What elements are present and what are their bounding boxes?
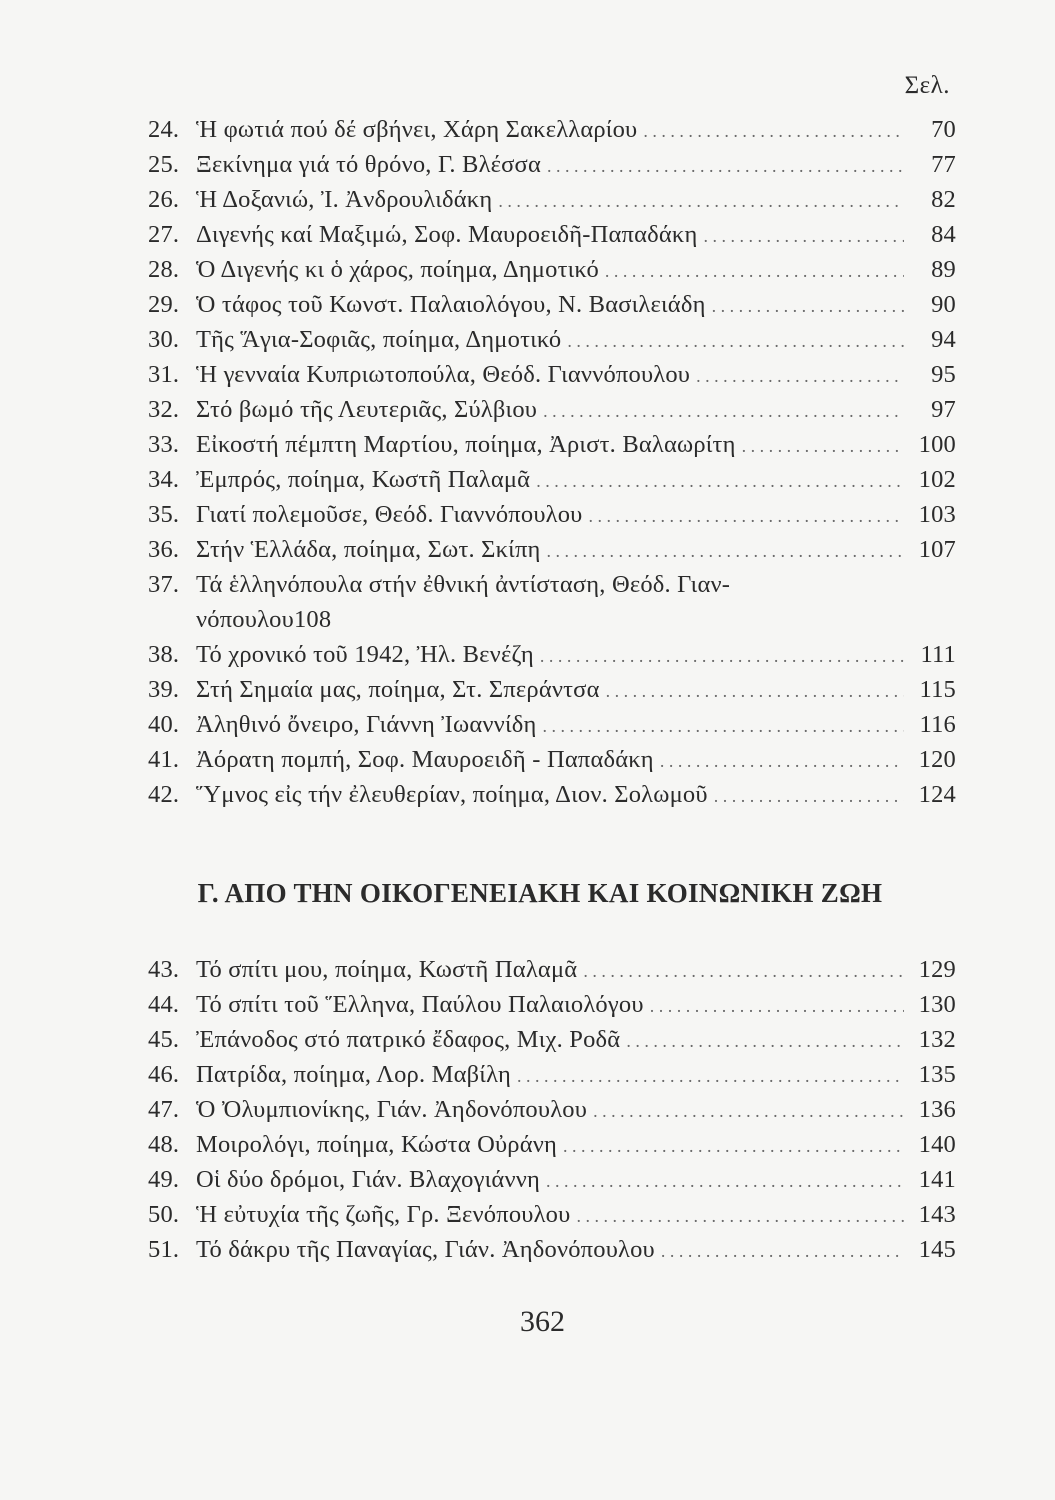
toc-entry-title: Ὕμνος εἰς τήν ἐλευθερίαν, ποίημα, Διον. Σολωμοῦ bbox=[196, 781, 708, 808]
leader-dots bbox=[606, 674, 904, 709]
toc-entry-title: Ἀόρατη πομπή, Σοφ. Μαυροειδῆ - Παπαδάκη bbox=[196, 746, 654, 773]
section-heading: Γ. ΑΠΟ ΤΗΝ ΟΙΚΟΓΕΝΕΙΑΚΗ ΚΑΙ ΚΟΙΝΩΝΙΚΗ ΖΩΗ bbox=[197, 878, 883, 908]
toc-entry-page: 100 bbox=[918, 431, 956, 458]
leader-dots bbox=[540, 639, 904, 674]
toc-list-2 bbox=[148, 637, 956, 812]
toc-entry bbox=[148, 392, 956, 427]
toc-entry-page: 70 bbox=[931, 116, 956, 143]
toc-entry-page: 143 bbox=[918, 1201, 956, 1228]
toc-entry-page: 84 bbox=[931, 221, 956, 248]
toc-entry-number: 40. bbox=[148, 711, 180, 738]
toc-entry-title: Στή Σημαία μας, ποίημα, Στ. Σπεράντσα bbox=[196, 676, 600, 703]
page-column-header: Σελ. bbox=[904, 72, 950, 99]
toc-entry-number: 45. bbox=[148, 1026, 180, 1053]
toc-entry-title: Ὁ τάφος τοῦ Κωνστ. Παλαιολόγου, Ν. Βασιλειάδη bbox=[196, 291, 706, 318]
toc-entry-number: 32. bbox=[148, 396, 180, 423]
toc-entry-title: Τό σπίτι τοῦ Ἕλληνα, Παύλου Παλαιολόγου bbox=[196, 991, 644, 1018]
toc-entry-page: 130 bbox=[918, 991, 956, 1018]
toc-entry bbox=[148, 742, 956, 777]
toc-entry-title: Πατρίδα, ποίημα, Λορ. Μαβίλη bbox=[196, 1061, 511, 1088]
toc-entry-title-line1: Τά ἑλληνόπουλα στήν ἐθνική ἀντίσταση, Θεόδ. Γιαν- bbox=[196, 571, 731, 598]
leader-dots bbox=[589, 499, 904, 534]
leader-dots bbox=[712, 289, 904, 324]
table-of-contents-part-3 bbox=[148, 952, 956, 1267]
toc-entry-page: 107 bbox=[918, 536, 956, 563]
toc-entry-page: 115 bbox=[919, 676, 956, 703]
toc-entry-title: Τό δάκρυ τῆς Παναγίας, Γιάν. Ἀηδονόπουλου bbox=[196, 1236, 655, 1263]
leader-dots bbox=[498, 184, 904, 219]
toc-entry-title: Τό χρονικό τοῦ 1942, Ἠλ. Βενέζη bbox=[196, 641, 534, 668]
toc-entry-number: 24. bbox=[148, 116, 180, 143]
leader-dots bbox=[605, 254, 904, 289]
toc-entry-page: 132 bbox=[918, 1026, 956, 1053]
toc-entry-number: 42. bbox=[148, 781, 180, 808]
toc-entry-number: 36. bbox=[148, 536, 180, 563]
toc-entry-title: Γιατί πολεμοῦσε, Θεόδ. Γιαννόπουλου bbox=[196, 501, 583, 528]
toc-entry-number: 37. bbox=[148, 571, 180, 598]
toc-list-1 bbox=[148, 112, 956, 567]
toc-entry-title: Ἡ φωτιά πού δέ σβήνει, Χάρη Σακελλαρίου bbox=[196, 116, 638, 143]
leader-dots bbox=[547, 149, 904, 184]
leader-dots bbox=[696, 359, 904, 394]
toc-entry-number: 46. bbox=[148, 1061, 180, 1088]
toc-entry bbox=[148, 427, 956, 462]
toc-entry-page: 82 bbox=[931, 186, 956, 213]
toc-entry-page: 140 bbox=[918, 1131, 956, 1158]
leader-dots bbox=[546, 1164, 904, 1199]
toc-entry-title: Ἀληθινό ὄνειρο, Γιάννη Ἰωαννίδη bbox=[196, 711, 537, 738]
toc-entry-page: 103 bbox=[918, 501, 956, 528]
toc-entry bbox=[148, 1092, 956, 1127]
toc-list-3 bbox=[148, 952, 956, 1267]
toc-entry bbox=[148, 1057, 956, 1092]
leader-dots bbox=[626, 1024, 904, 1059]
toc-entry-page: 108 bbox=[293, 606, 332, 633]
toc-entry-title: Ὁ Ὀλυμπιονίκης, Γιάν. Ἀηδονόπουλου bbox=[196, 1096, 588, 1123]
toc-entry-title: Τῆς Ἅγια-Σοφιᾶς, ποίημα, Δημοτικό bbox=[196, 326, 562, 353]
toc-entry bbox=[148, 777, 956, 812]
leader-dots bbox=[547, 534, 904, 569]
toc-entry-title: Ἡ γενναία Κυπριωτοπούλα, Θεόδ. Γιαννόπουλου bbox=[196, 361, 691, 388]
leader-dots bbox=[543, 394, 904, 429]
toc-entry-page: 94 bbox=[931, 326, 956, 353]
toc-entry-number: 26. bbox=[148, 186, 180, 213]
toc-entry bbox=[148, 1232, 956, 1267]
toc-entry-number: 38. bbox=[148, 641, 180, 668]
toc-entry-page: 145 bbox=[918, 1236, 956, 1263]
toc-entry-page: 129 bbox=[918, 956, 956, 983]
toc-entry-number: 48. bbox=[148, 1131, 180, 1158]
toc-entry-number: 44. bbox=[148, 991, 180, 1018]
toc-entry-title: Ἐπάνοδος στό πατρικό ἔδαφος, Μιχ. Ροδᾶ bbox=[196, 1026, 621, 1053]
leader-dots bbox=[643, 114, 904, 149]
toc-entry-37 bbox=[148, 567, 956, 637]
toc-entry-number: 31. bbox=[148, 361, 180, 388]
toc-entry-number: 41. bbox=[148, 746, 180, 773]
toc-entry-title: Διγενής καί Μαξιμώ, Σοφ. Μαυροειδῆ-Παπαδάκη bbox=[196, 221, 698, 248]
toc-entry-title: Μοιρολόγι, ποίημα, Κώστα Οὐράνη bbox=[196, 1131, 558, 1158]
toc-entry-number: 47. bbox=[148, 1096, 180, 1123]
toc-entry-page: 102 bbox=[918, 466, 956, 493]
toc-entry-title: Εἰκοστή πέμπτη Μαρτίου, ποίημα, Ἀριστ. Βαλαωρίτη bbox=[196, 431, 736, 458]
toc-entry bbox=[148, 112, 956, 147]
leader-dots bbox=[660, 744, 904, 779]
toc-entry-page: 141 bbox=[918, 1166, 956, 1193]
leader-dots bbox=[703, 219, 904, 254]
leader-dots bbox=[543, 709, 905, 744]
toc-entry-title: Στήν Ἑλλάδα, ποίημα, Σωτ. Σκίπη bbox=[196, 536, 541, 563]
toc-entry-page: 90 bbox=[931, 291, 956, 318]
toc-entry-page: 89 bbox=[931, 256, 956, 283]
toc-entry-number: 51. bbox=[148, 1236, 180, 1263]
toc-entry-number: 35. bbox=[148, 501, 180, 528]
toc-entry-page: 111 bbox=[920, 641, 956, 668]
toc-entry-title: Ὁ Διγενής κι ὁ χάρος, ποίημα, Δημοτικό bbox=[196, 256, 599, 283]
toc-entry-title: Ἡ Δοξανιώ, Ἰ. Ἀνδρουλιδάκη bbox=[196, 186, 493, 213]
leader-dots bbox=[563, 1129, 904, 1164]
table-of-contents-part-1 bbox=[148, 112, 956, 812]
toc-entry bbox=[148, 1162, 956, 1197]
toc-entry-page: 135 bbox=[918, 1061, 956, 1088]
toc-entry-number: 34. bbox=[148, 466, 180, 493]
toc-entry-title: Στό βωμό τῆς Λευτεριᾶς, Σύλβιου bbox=[196, 396, 538, 423]
toc-entry bbox=[148, 1127, 956, 1162]
toc-entry bbox=[148, 462, 956, 497]
toc-entry bbox=[148, 1197, 956, 1232]
toc-entry-page: 120 bbox=[918, 746, 956, 773]
toc-entry-number: 39. bbox=[148, 676, 180, 703]
toc-entry bbox=[148, 1022, 956, 1057]
page-number: 362 bbox=[520, 1305, 565, 1338]
toc-entry-number: 30. bbox=[148, 326, 180, 353]
leader-dots bbox=[536, 464, 904, 499]
toc-entry-title-line2: νόπουλου bbox=[196, 606, 294, 633]
leader-dots bbox=[593, 1094, 904, 1129]
toc-entry-number: 33. bbox=[148, 431, 180, 458]
toc-entry-title: Ἐμπρός, ποίημα, Κωστῆ Παλαμᾶ bbox=[196, 466, 531, 493]
toc-entry-title: Ἡ εὐτυχία τῆς ζωῆς, Γρ. Ξενόπουλου bbox=[196, 1201, 571, 1228]
toc-entry-page: 124 bbox=[918, 781, 956, 808]
toc-entry bbox=[148, 532, 956, 567]
toc-entry-number: 43. bbox=[148, 956, 180, 983]
leader-dots bbox=[517, 1059, 904, 1094]
toc-entry bbox=[148, 357, 956, 392]
toc-entry-number: 50. bbox=[148, 1201, 180, 1228]
toc-entry-number: 49. bbox=[148, 1166, 180, 1193]
toc-entry bbox=[148, 707, 956, 742]
leader-dots bbox=[567, 324, 904, 359]
toc-entry-number: 27. bbox=[148, 221, 180, 248]
toc-entry bbox=[148, 637, 956, 672]
toc-entry bbox=[148, 252, 956, 287]
leader-dots bbox=[583, 954, 904, 989]
toc-entry bbox=[148, 987, 956, 1022]
toc-entry-title: Ξεκίνημα γιά τό θρόνο, Γ. Βλέσσα bbox=[196, 151, 541, 178]
leader-dots bbox=[650, 989, 904, 1024]
leader-dots bbox=[661, 1234, 904, 1269]
toc-entry-title: Τό σπίτι μου, ποίημα, Κωστῆ Παλαμᾶ bbox=[196, 956, 578, 983]
toc-entry-page: 95 bbox=[931, 361, 956, 388]
toc-entry bbox=[148, 672, 956, 707]
toc-entry bbox=[148, 182, 956, 217]
toc-entry-page: 136 bbox=[918, 1096, 956, 1123]
toc-entry-title: Οἱ δύο δρόμοι, Γιάν. Βλαχογιάννη bbox=[196, 1166, 541, 1193]
toc-entry-page: 77 bbox=[931, 151, 956, 178]
toc-entry-number: 25. bbox=[148, 151, 180, 178]
leader-dots bbox=[742, 429, 904, 464]
toc-entry-number: 29. bbox=[148, 291, 180, 318]
leader-dots bbox=[576, 1199, 904, 1234]
toc-entry-page: 116 bbox=[919, 711, 956, 738]
toc-entry bbox=[148, 217, 956, 252]
toc-entry bbox=[148, 497, 956, 532]
toc-entry-page: 97 bbox=[931, 396, 956, 423]
toc-entry bbox=[148, 322, 956, 357]
leader-dots bbox=[714, 779, 904, 814]
toc-entry bbox=[148, 952, 956, 987]
toc-entry-number: 28. bbox=[148, 256, 180, 283]
toc-entry bbox=[148, 287, 956, 322]
toc-entry bbox=[148, 147, 956, 182]
